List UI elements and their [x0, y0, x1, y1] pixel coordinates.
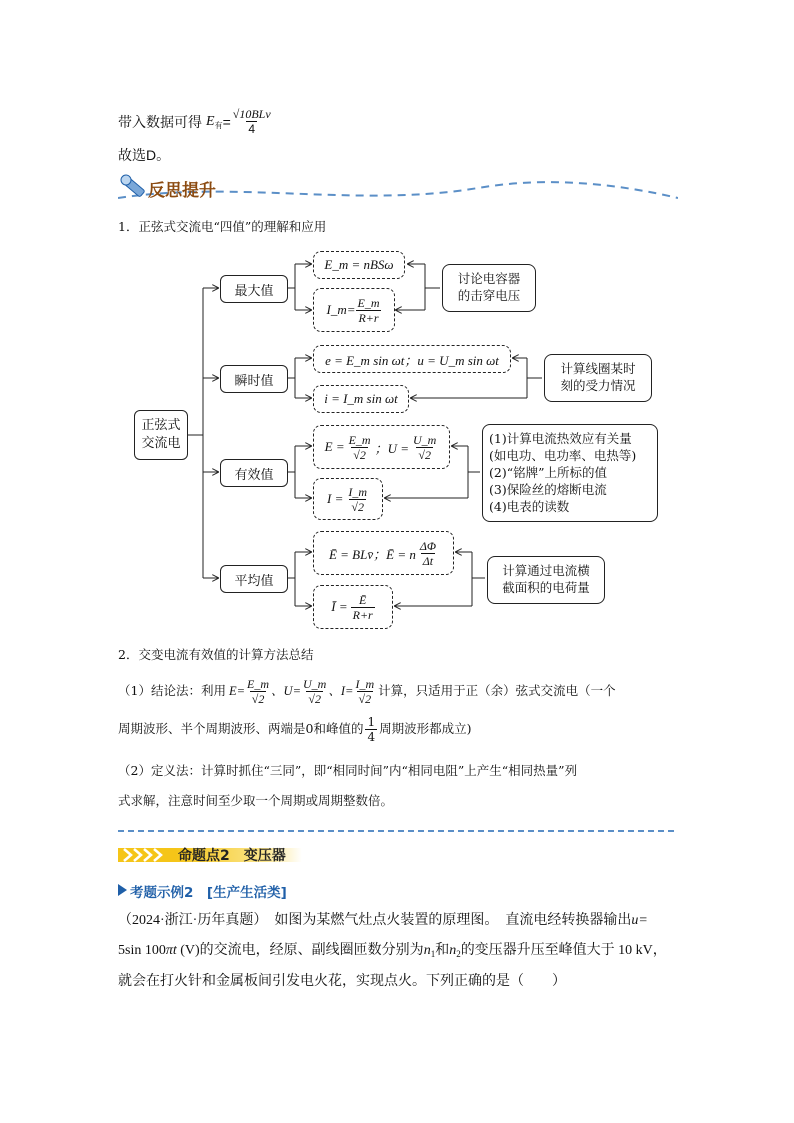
note-instant	[544, 354, 652, 402]
formula-eff2-left: I =	[326, 491, 344, 506]
formula-eff1-den2: √2	[418, 447, 431, 462]
pencil-icon	[118, 172, 148, 202]
formula-eff1-left: E =	[324, 439, 345, 454]
answer-choice: 故选D。	[118, 147, 171, 163]
chevron-banner-icon	[118, 846, 178, 864]
formula-avg1-num: ΔΦ	[419, 538, 437, 553]
formula-max-I-left: I_m=	[326, 302, 356, 317]
example-line1-text: （2024·浙江·历年真题） 如图为某燃气灶点火装置的原理图。 直流电经转换器输出	[118, 913, 632, 928]
formula-eff2-num: I_m	[348, 484, 368, 499]
example-label: 考题示例2 [生产生活类]	[130, 885, 287, 901]
example-line2-b: (V)的交流电，经原、副线圈匝数分别为	[176, 943, 424, 958]
answer-E: E	[206, 113, 215, 129]
formula-max-I-num: E_m	[357, 295, 380, 310]
answer-den: 4	[248, 122, 256, 136]
formula-max-E	[313, 251, 405, 279]
note-max-line2: 的击穿电压	[457, 288, 521, 303]
p1-line2-suffix: 周期波形都成立)	[379, 720, 472, 736]
section2-p1-line1	[118, 674, 616, 708]
formula-effective-1	[313, 425, 450, 469]
example-line1-u: u=	[631, 913, 648, 928]
p1-num1: E_m	[247, 676, 270, 691]
formula-eff1-mid: ；U =	[374, 440, 410, 456]
formula-avg1-den: Δt	[422, 553, 434, 568]
note-instant-line2: 刻的受力情况	[560, 378, 636, 393]
p1-num3: I_m	[355, 676, 375, 691]
example-line1	[118, 914, 648, 928]
note-average	[487, 556, 605, 604]
formula-max-I	[313, 288, 395, 332]
note-average-line2: 截面积的电荷量	[502, 580, 590, 595]
example-line2-c: 和	[435, 943, 450, 958]
p1-den3: √2	[358, 691, 372, 706]
p1-suffix: 计算，只适用于正（余）弦式交流电（一个	[378, 682, 616, 698]
formula-avg2-left: Ī =	[331, 599, 348, 614]
formula-instant-2-text: i = I_m sin ωt	[324, 391, 398, 406]
branch-instant: 瞬时值	[220, 365, 288, 393]
play-icon	[118, 884, 127, 896]
branch-effective: 有效值	[220, 459, 288, 487]
topic-label: 命题点2 变压器	[178, 848, 286, 864]
formula-eff1-den: √2	[353, 447, 366, 462]
formula-effective-2	[313, 478, 383, 520]
p1-line2-prefix: 周期波形、半个周期波形、两端是0和峰值的	[118, 720, 364, 736]
answer-eq: =	[222, 113, 231, 130]
root-line2: 交流电	[141, 436, 181, 451]
formula-average-2	[313, 585, 393, 629]
formula-avg2-num: Ē	[359, 592, 367, 607]
note-average-line1: 计算通过电流横	[502, 563, 590, 579]
answer-num: √10BLv	[232, 107, 271, 121]
p1-E: E=	[228, 683, 246, 698]
p1-den2: √2	[308, 691, 321, 706]
note-instant-line1: 计算线圈某时	[560, 361, 636, 377]
formula-instant-2	[313, 385, 409, 413]
root-node	[134, 410, 188, 460]
reflect-title: 反思提升	[148, 181, 216, 201]
section1-heading: 1．正弦式交流电“四值”的理解和应用	[118, 219, 327, 234]
section-divider	[118, 830, 674, 832]
branch-max: 最大值	[220, 275, 288, 303]
note-effective	[482, 424, 658, 522]
p1-num2: U_m	[303, 676, 327, 691]
formula-eff1-num: E_m	[348, 432, 371, 447]
note-effective-line3: (2)“铭牌”上所标的值	[489, 464, 607, 480]
formula-instant-1	[313, 345, 511, 373]
note-effective-line1: (1)计算电流热效应有关量	[489, 431, 632, 446]
note-effective-line4: (3)保险丝的熔断电流	[489, 481, 607, 497]
answer-line	[118, 108, 273, 135]
section2-p1-line2	[118, 712, 472, 746]
example-line2-n2: n	[449, 943, 457, 958]
example-line2-n2sub: 2	[456, 949, 461, 959]
p1-line2-num: 1	[367, 714, 376, 729]
root-line1: 正弦式	[141, 418, 181, 434]
answer-E-sub: 有	[214, 120, 223, 130]
formula-instant-1-text: e = E_m sin ωt；u = U_m sin ωt	[325, 352, 499, 368]
example-line2-n1sub: 1	[430, 949, 436, 959]
answer-fraction	[231, 108, 273, 135]
section2-p2-line1: （2）定义法：计算时抓住“三同”，即“相同时间”内“相同电阻”上产生“相同热量”列	[118, 763, 578, 778]
note-effective-line5: (4)电表的读数	[489, 498, 570, 514]
example-line2-n1: n	[423, 943, 431, 958]
formula-max-E-text: E_m = nBSω	[324, 257, 394, 272]
note-max-line1: 讨论电容器	[457, 271, 521, 287]
section2-heading: 2．交变电流有效值的计算方法总结	[118, 647, 314, 662]
formula-eff1-num2: U_m	[413, 432, 437, 447]
formula-eff2-den: √2	[351, 499, 364, 514]
formula-avg1-left: Ē = BLv̄；Ē = n	[328, 546, 416, 562]
example-line3: 就会在打火针和金属板间引发电火花，实现点火。下列正确的是（ ）	[118, 974, 566, 989]
formula-average-1	[313, 531, 454, 575]
p1-prefix: （1）结论法：利用	[118, 682, 226, 698]
branch-average: 平均值	[220, 565, 288, 593]
note-max	[442, 264, 536, 312]
p1-den1: √2	[251, 691, 265, 706]
example-line2-a: 5sin 100	[118, 943, 166, 958]
formula-avg2-den: R+r	[352, 607, 373, 622]
section2-p2-line2: 式求解，注意时间至少取一个周期或周期整数倍。	[118, 793, 394, 808]
formula-max-I-den: R+r	[358, 310, 379, 325]
note-effective-line2: (如电功、电功率、电热等)	[489, 447, 637, 463]
answer-prefix: 带入数据可得	[118, 113, 202, 130]
p1-sep1: 、U=	[271, 683, 302, 698]
p1-line2-den: 4	[367, 729, 376, 744]
p1-sep2: 、I=	[328, 683, 354, 698]
example-line2	[118, 944, 667, 959]
example-line2-pi: πt	[165, 943, 177, 958]
example-line2-d: 的变压器升压至峰值大于 10 kV，	[460, 943, 667, 958]
